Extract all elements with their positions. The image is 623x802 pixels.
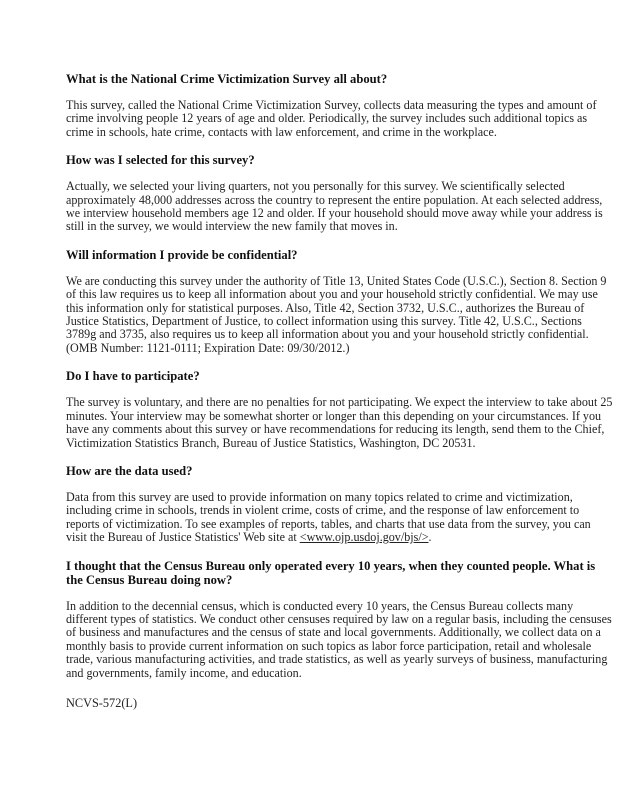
section-selection — [66, 153, 614, 234]
answer-paragraph: We are conducting this survey under the authority of Title 13, United States Code (U.S.C.), Section 8. Section 9 of this law requires us to keep all information about you and your household strictly confidential. We may use this information only for statistical purposes. Also, Title 42, Section 3732, U.S.C., authorizes the Bureau of Justice Statistics, Department of Justice, to collect information using this survey. Title 42, U.S.C., Sections 3789g and 3735, also requires us to keep all information about you and your household strictly confidential. (OMB Number: 1121-0111; Expiration Date: 09/30/2012.) — [66, 273, 607, 355]
form-number: NCVS-572(L) — [66, 696, 138, 710]
question-heading: How was I selected for this survey? — [66, 153, 255, 168]
answer-paragraph: In addition to the decennial census, which is conducted every 10 years, the Census Bureau collects many different types of statistics. We conduct other censuses required by law on a regular basis, including the censuses of business and manufactures and the census of state and local governments. Additionally, we collect data on a monthly basis to provide current information on such topics as labor force participation, retail and wholesale trade, various manufacturing activities, and trade statistics, as well as yearly surveys of business, manufacturing and governments, family income, and education. — [66, 598, 612, 680]
answer-paragraph: The survey is voluntary, and there are no penalties for not participating. We expect the interview to take about 25 minutes. Your interview may be somewhat shorter or longer than this depending on your circumstances. If you have any comments about this survey or have recommendations for reducing its length, send them to the Chief, Victimization Statistics Branch, Bureau of Justice Statistics, Washington, DC 20531. — [66, 395, 613, 450]
answer-paragraph: Actually, we selected your living quarters, not you personally for this survey. We scientifically selected approximately 48,000 addresses across the country to represent the entire population. At each selected address, we interview household members age 12 and older. If your household should move away while your address is still in the survey, we would interview the new family that moves in. — [66, 179, 603, 234]
answer-text: Data from this survey are used to provide information on many topics related to crime and victimization, including crime in schools, trends in violent crime, costs of crime, and the response of law enforcement to reports of victimization. To see examples of reports, tables, and charts that use data from the survey, you can visit the Bureau of Justice Statistics' Web site at — [66, 489, 591, 545]
section-data-usage — [66, 464, 614, 545]
bjs-website-link[interactable]: <www.ojp.usdoj.gov/bjs/> — [299, 530, 429, 545]
answer-paragraph — [66, 491, 614, 545]
question-heading: Do I have to participate? — [66, 369, 200, 384]
section-participation — [66, 369, 614, 450]
answer-paragraph: This survey, called the National Crime Victimization Survey, collects data measuring the types and amount of crime involving people 12 years of age and older. Periodically, the survey includes such additional topics as crime in schools, hate crime, contacts with law enforcement, and crime in the workplace. — [66, 98, 597, 139]
document-page — [66, 72, 614, 694]
section-confidentiality — [66, 248, 614, 355]
answer-suffix: . — [428, 530, 432, 545]
question-heading: I thought that the Census Bureau only operated every 10 years, when they counted people. What is the Census Bureau doing now? — [66, 558, 596, 587]
question-heading: Will information I provide be confidential? — [66, 247, 298, 262]
section-about-survey — [66, 72, 614, 139]
question-heading: How are the data used? — [66, 463, 193, 478]
question-heading: What is the National Crime Victimization Survey all about? — [66, 72, 388, 86]
section-census-bureau — [66, 559, 614, 680]
